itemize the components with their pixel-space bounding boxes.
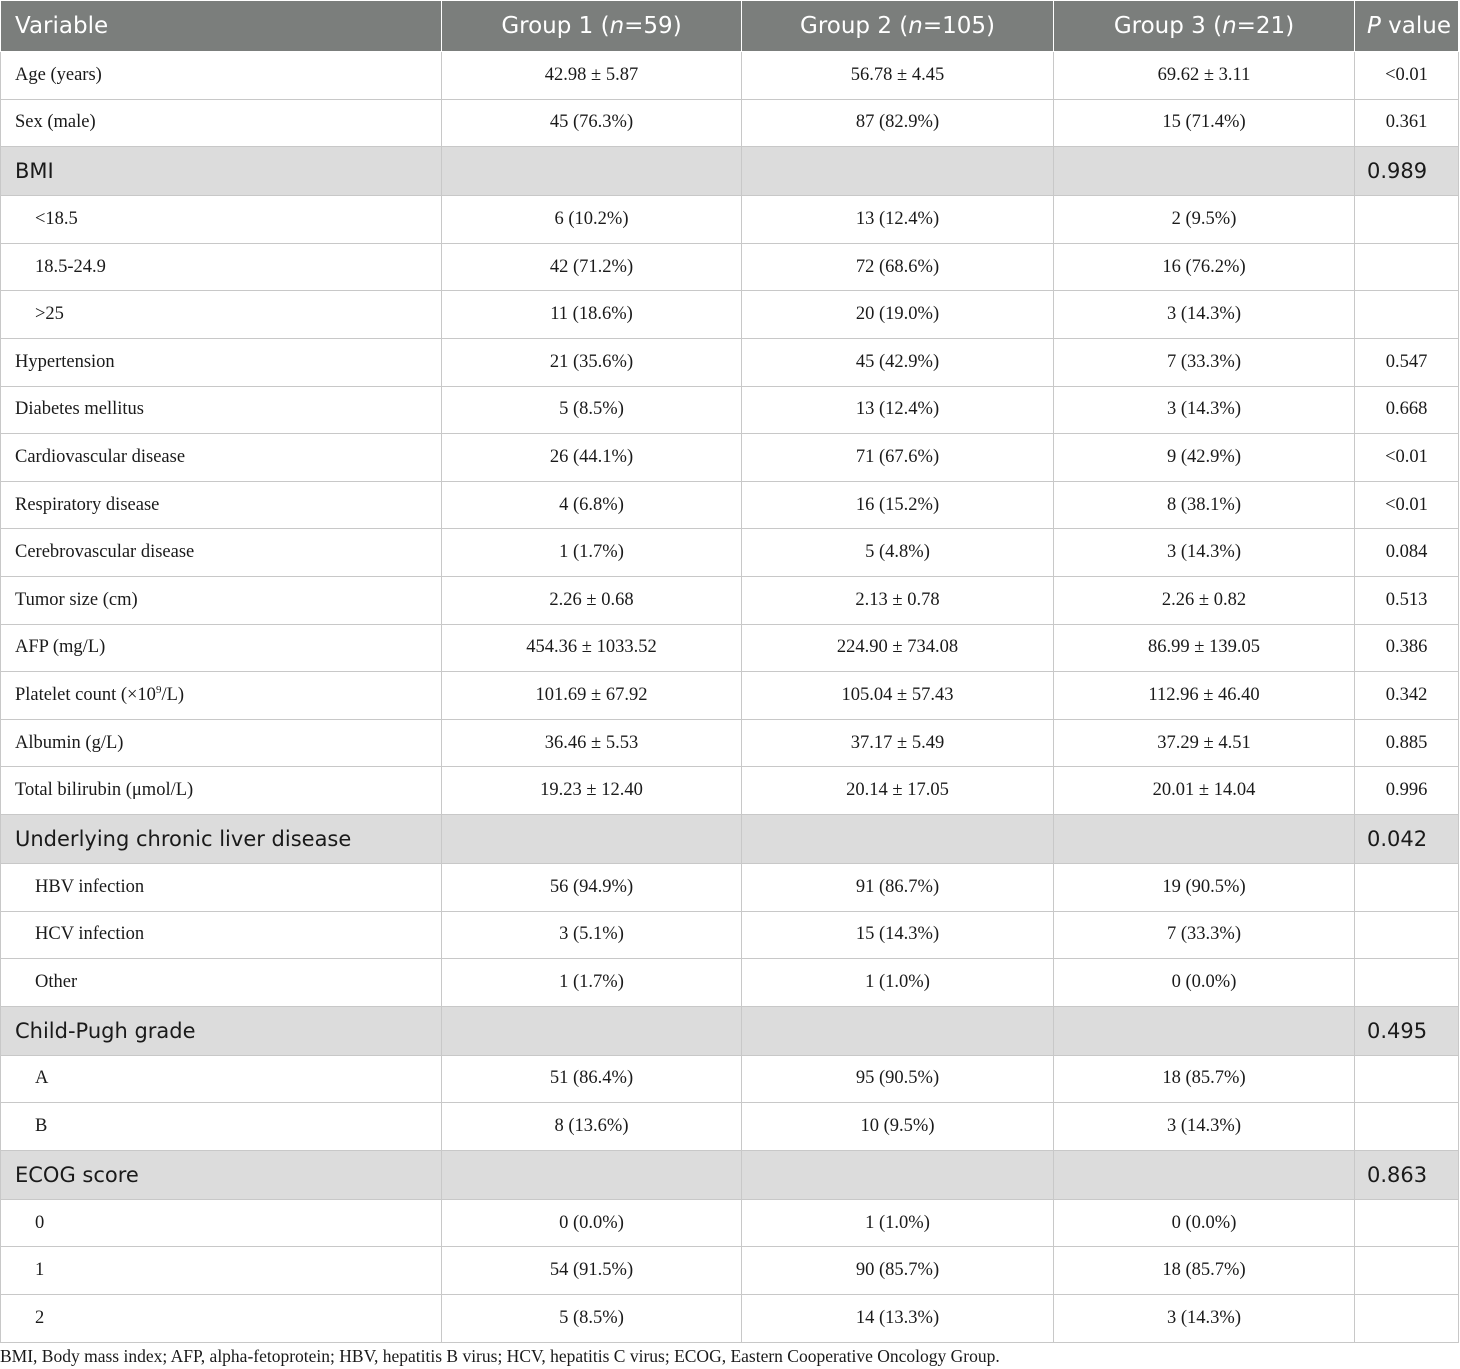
p-value-cell xyxy=(1355,1055,1459,1103)
group-2-cell: 5 (4.8%) xyxy=(742,529,1054,577)
group-1-cell: 5 (8.5%) xyxy=(442,386,742,434)
group-3-cell: 69.62 ± 3.11 xyxy=(1054,52,1355,100)
group-1-cell: 1 (1.7%) xyxy=(442,529,742,577)
group-3-cell: 37.29 ± 4.51 xyxy=(1054,719,1355,767)
p-value-cell xyxy=(1355,1247,1459,1295)
header-group-3: Group 3 (n=21) xyxy=(1054,1,1355,52)
variable-cell: Cardiovascular disease xyxy=(1,434,442,482)
table-row xyxy=(1,672,1459,720)
group-1-cell: 1 (1.7%) xyxy=(442,959,742,1007)
group-2-cell: 10 (9.5%) xyxy=(742,1103,1054,1151)
group-1-cell: 54 (91.5%) xyxy=(442,1247,742,1295)
group-1-cell xyxy=(442,814,742,863)
group-3-cell: 7 (33.3%) xyxy=(1054,338,1355,386)
p-value-cell: 0.996 xyxy=(1355,767,1459,815)
variable-cell: Diabetes mellitus xyxy=(1,386,442,434)
group-1-cell xyxy=(442,1006,742,1055)
group-2-cell: 14 (13.3%) xyxy=(742,1295,1054,1343)
table-row xyxy=(1,1199,1459,1247)
group-1-cell: 3 (5.1%) xyxy=(442,911,742,959)
variable-cell: Sex (male) xyxy=(1,99,442,147)
group-3-cell: 19 (90.5%) xyxy=(1054,863,1355,911)
group-3-cell: 9 (42.9%) xyxy=(1054,434,1355,482)
group-2-cell: 56.78 ± 4.45 xyxy=(742,52,1054,100)
group-2-cell xyxy=(742,814,1054,863)
variable-cell: AFP (mg/L) xyxy=(1,624,442,672)
p-value-cell: 0.386 xyxy=(1355,624,1459,672)
group-3-cell: 7 (33.3%) xyxy=(1054,911,1355,959)
variable-cell: Other xyxy=(1,959,442,1007)
group-1-cell: 42 (71.2%) xyxy=(442,243,742,291)
p-value-cell: 0.668 xyxy=(1355,386,1459,434)
section-label: ECOG score xyxy=(1,1150,442,1199)
variable-cell: 18.5-24.9 xyxy=(1,243,442,291)
section-label: BMI xyxy=(1,147,442,196)
group-1-cell: 36.46 ± 5.53 xyxy=(442,719,742,767)
group-1-cell: 4 (6.8%) xyxy=(442,481,742,529)
group-2-cell: 87 (82.9%) xyxy=(742,99,1054,147)
group-3-cell xyxy=(1054,147,1355,196)
p-value-cell: 0.863 xyxy=(1355,1150,1459,1199)
variable-cell: 0 xyxy=(1,1199,442,1247)
variable-cell: Age (years) xyxy=(1,52,442,100)
group-1-cell: 26 (44.1%) xyxy=(442,434,742,482)
group-1-cell: 45 (76.3%) xyxy=(442,99,742,147)
table-row xyxy=(1,481,1459,529)
table-row xyxy=(1,243,1459,291)
p-value-cell xyxy=(1355,1103,1459,1151)
group-1-cell: 56 (94.9%) xyxy=(442,863,742,911)
group-2-cell: 95 (90.5%) xyxy=(742,1055,1054,1103)
group-3-cell: 18 (85.7%) xyxy=(1054,1055,1355,1103)
p-value-cell xyxy=(1355,196,1459,244)
group-2-cell: 1 (1.0%) xyxy=(742,1199,1054,1247)
table-row xyxy=(1,529,1459,577)
p-value-cell: 0.495 xyxy=(1355,1006,1459,1055)
group-3-cell: 112.96 ± 46.40 xyxy=(1054,672,1355,720)
variable-cell: HCV infection xyxy=(1,911,442,959)
variable-cell: Tumor size (cm) xyxy=(1,576,442,624)
table-row xyxy=(1,338,1459,386)
table-row xyxy=(1,99,1459,147)
group-1-cell xyxy=(442,147,742,196)
group-3-cell xyxy=(1054,1006,1355,1055)
table-row xyxy=(1,911,1459,959)
variable-cell: 1 xyxy=(1,1247,442,1295)
p-value-cell xyxy=(1355,1199,1459,1247)
table-row xyxy=(1,863,1459,911)
group-2-cell: 45 (42.9%) xyxy=(742,338,1054,386)
group-1-cell: 2.26 ± 0.68 xyxy=(442,576,742,624)
group-2-cell: 224.90 ± 734.08 xyxy=(742,624,1054,672)
group-3-cell: 0 (0.0%) xyxy=(1054,1199,1355,1247)
variable-cell: Cerebrovascular disease xyxy=(1,529,442,577)
p-value-cell xyxy=(1355,959,1459,1007)
group-3-cell: 2 (9.5%) xyxy=(1054,196,1355,244)
group-1-cell: 19.23 ± 12.40 xyxy=(442,767,742,815)
p-value-cell: 0.342 xyxy=(1355,672,1459,720)
variable-cell: B xyxy=(1,1103,442,1151)
group-2-cell xyxy=(742,1006,1054,1055)
p-value-cell xyxy=(1355,911,1459,959)
table-row xyxy=(1,624,1459,672)
group-1-cell: 101.69 ± 67.92 xyxy=(442,672,742,720)
group-2-cell: 20.14 ± 17.05 xyxy=(742,767,1054,815)
table-row xyxy=(1,196,1459,244)
p-value-cell: 0.885 xyxy=(1355,719,1459,767)
p-value-cell: <0.01 xyxy=(1355,434,1459,482)
variable-cell: HBV infection xyxy=(1,863,442,911)
p-value-cell: 0.084 xyxy=(1355,529,1459,577)
table-row xyxy=(1,1103,1459,1151)
p-value-cell: 0.042 xyxy=(1355,814,1459,863)
group-2-cell: 13 (12.4%) xyxy=(742,196,1054,244)
group-2-cell xyxy=(742,147,1054,196)
group-3-cell: 20.01 ± 14.04 xyxy=(1054,767,1355,815)
variable-cell: 2 xyxy=(1,1295,442,1343)
group-2-cell: 72 (68.6%) xyxy=(742,243,1054,291)
p-value-cell xyxy=(1355,291,1459,339)
group-1-cell: 21 (35.6%) xyxy=(442,338,742,386)
table-row xyxy=(1,1055,1459,1103)
group-3-cell: 3 (14.3%) xyxy=(1054,291,1355,339)
group-1-cell: 8 (13.6%) xyxy=(442,1103,742,1151)
table-row xyxy=(1,386,1459,434)
table-footnote: BMI, Body mass index; AFP, alpha-fetoprotein; HBV, hepatitis B virus; HCV, hepatitis C virus; ECOG, Eastern Cooperative Oncology Group. xyxy=(0,1346,1000,1366)
group-2-cell: 16 (15.2%) xyxy=(742,481,1054,529)
variable-cell: Total bilirubin (μmol/L) xyxy=(1,767,442,815)
group-3-cell: 18 (85.7%) xyxy=(1054,1247,1355,1295)
table-row xyxy=(1,959,1459,1007)
group-2-cell: 20 (19.0%) xyxy=(742,291,1054,339)
group-1-cell: 42.98 ± 5.87 xyxy=(442,52,742,100)
group-2-cell xyxy=(742,1150,1054,1199)
header-group-2: Group 2 (n=105) xyxy=(742,1,1054,52)
table-row xyxy=(1,719,1459,767)
group-3-cell xyxy=(1054,1150,1355,1199)
group-1-cell: 51 (86.4%) xyxy=(442,1055,742,1103)
table-row xyxy=(1,767,1459,815)
p-value-cell xyxy=(1355,1295,1459,1343)
header-group-1: Group 1 (n=59) xyxy=(442,1,742,52)
section-label: Underlying chronic liver disease xyxy=(1,814,442,863)
header-p-value: P value xyxy=(1355,1,1459,52)
table-row xyxy=(1,291,1459,339)
group-2-cell: 1 (1.0%) xyxy=(742,959,1054,1007)
variable-cell: Albumin (g/L) xyxy=(1,719,442,767)
p-value-cell xyxy=(1355,863,1459,911)
p-value-cell: 0.361 xyxy=(1355,99,1459,147)
group-3-cell xyxy=(1054,814,1355,863)
group-2-cell: 37.17 ± 5.49 xyxy=(742,719,1054,767)
group-3-cell: 3 (14.3%) xyxy=(1054,386,1355,434)
table-row xyxy=(1,1295,1459,1343)
section-row xyxy=(1,147,1459,196)
table-row xyxy=(1,576,1459,624)
table-row xyxy=(1,1247,1459,1295)
group-3-cell: 86.99 ± 139.05 xyxy=(1054,624,1355,672)
header-variable: Variable xyxy=(1,1,442,52)
p-value-cell xyxy=(1355,243,1459,291)
group-3-cell: 15 (71.4%) xyxy=(1054,99,1355,147)
section-row xyxy=(1,814,1459,863)
group-3-cell: 8 (38.1%) xyxy=(1054,481,1355,529)
variable-cell: >25 xyxy=(1,291,442,339)
group-1-cell: 0 (0.0%) xyxy=(442,1199,742,1247)
group-2-cell: 2.13 ± 0.78 xyxy=(742,576,1054,624)
group-2-cell: 105.04 ± 57.43 xyxy=(742,672,1054,720)
table-row xyxy=(1,52,1459,100)
p-value-cell: <0.01 xyxy=(1355,481,1459,529)
group-3-cell: 16 (76.2%) xyxy=(1054,243,1355,291)
variable-cell: <18.5 xyxy=(1,196,442,244)
group-1-cell: 454.36 ± 1033.52 xyxy=(442,624,742,672)
group-1-cell: 11 (18.6%) xyxy=(442,291,742,339)
section-row xyxy=(1,1006,1459,1055)
header-row xyxy=(1,1,1459,52)
p-value-cell: <0.01 xyxy=(1355,52,1459,100)
section-label: Child-Pugh grade xyxy=(1,1006,442,1055)
variable-cell: Platelet count $(\times 10^9/L)$ xyxy=(1,672,442,720)
group-3-cell: 2.26 ± 0.82 xyxy=(1054,576,1355,624)
table-row xyxy=(1,434,1459,482)
group-1-cell: 5 (8.5%) xyxy=(442,1295,742,1343)
group-1-cell xyxy=(442,1150,742,1199)
group-3-cell: 3 (14.3%) xyxy=(1054,1103,1355,1151)
group-3-cell: 0 (0.0%) xyxy=(1054,959,1355,1007)
group-2-cell: 13 (12.4%) xyxy=(742,386,1054,434)
section-row xyxy=(1,1150,1459,1199)
group-2-cell: 90 (85.7%) xyxy=(742,1247,1054,1295)
p-value-cell: 0.989 xyxy=(1355,147,1459,196)
group-2-cell: 71 (67.6%) xyxy=(742,434,1054,482)
group-3-cell: 3 (14.3%) xyxy=(1054,529,1355,577)
p-value-cell: 0.547 xyxy=(1355,338,1459,386)
p-value-cell: 0.513 xyxy=(1355,576,1459,624)
variable-cell: A xyxy=(1,1055,442,1103)
group-1-cell: 6 (10.2%) xyxy=(442,196,742,244)
variable-cell: Hypertension xyxy=(1,338,442,386)
group-2-cell: 15 (14.3%) xyxy=(742,911,1054,959)
group-3-cell: 3 (14.3%) xyxy=(1054,1295,1355,1343)
variable-cell: Respiratory disease xyxy=(1,481,442,529)
group-2-cell: 91 (86.7%) xyxy=(742,863,1054,911)
